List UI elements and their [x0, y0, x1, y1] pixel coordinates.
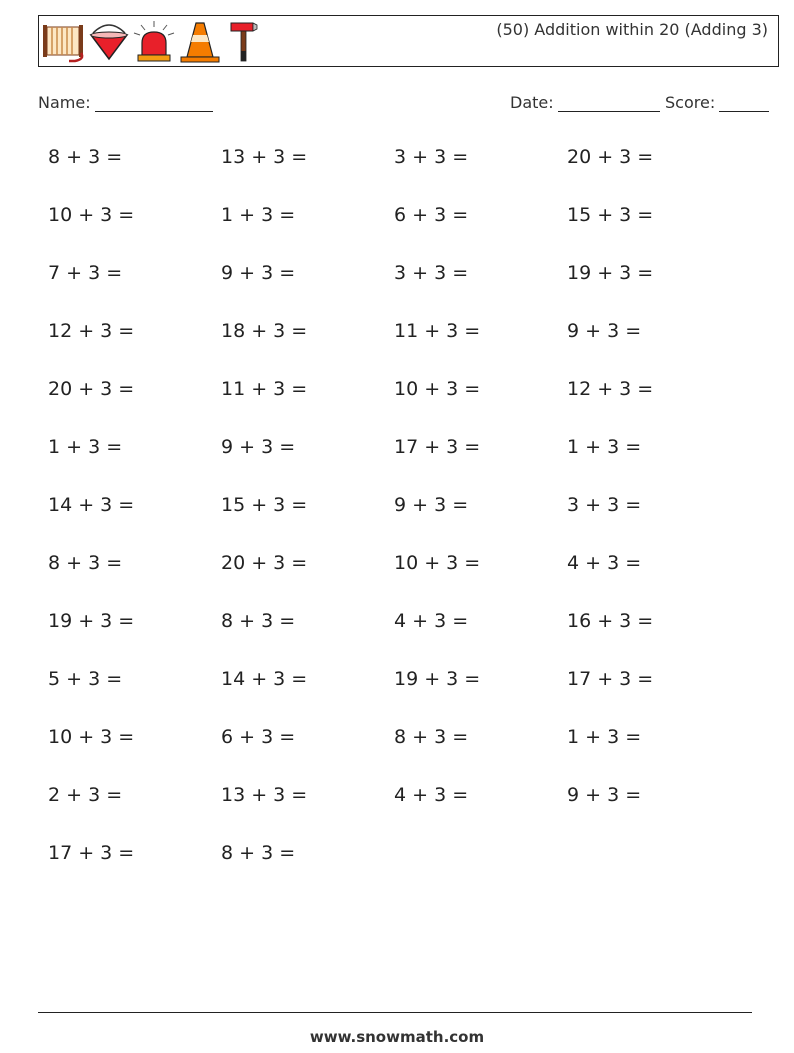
problem-row: [48, 842, 748, 900]
traffic-cone-icon: [177, 19, 223, 63]
problem-row: [48, 610, 748, 668]
score-label: Score:: [665, 93, 716, 112]
problem-row: [48, 146, 748, 204]
problem-item: 17 + 3 =: [567, 668, 654, 690]
problem-item: 15 + 3 =: [221, 494, 308, 516]
problem-item: 7 + 3 =: [48, 262, 123, 284]
fire-hose-reel-icon: [41, 19, 87, 63]
problem-item: 13 + 3 =: [221, 784, 308, 806]
problem-item: 15 + 3 =: [567, 204, 654, 226]
name-blank[interactable]: [95, 95, 213, 112]
problem-item: 1 + 3 =: [48, 436, 123, 458]
siren-light-icon: [131, 19, 177, 63]
problem-item: 3 + 3 =: [394, 146, 469, 168]
fire-bucket-icon: [87, 19, 131, 63]
date-field[interactable]: [510, 93, 660, 112]
problem-item: 4 + 3 =: [567, 552, 642, 574]
problem-item: 8 + 3 =: [221, 610, 296, 632]
problem-item: 19 + 3 =: [394, 668, 481, 690]
problem-item: 1 + 3 =: [567, 726, 642, 748]
problem-row: [48, 204, 748, 262]
problem-item: 17 + 3 =: [48, 842, 135, 864]
name-field[interactable]: [38, 93, 213, 112]
worksheet-header: [38, 15, 779, 67]
problem-item: 10 + 3 =: [48, 204, 135, 226]
problem-item: 9 + 3 =: [567, 784, 642, 806]
problem-item: 9 + 3 =: [221, 262, 296, 284]
problem-item: 10 + 3 =: [394, 378, 481, 400]
problem-item: 20 + 3 =: [567, 146, 654, 168]
score-field[interactable]: [665, 93, 769, 112]
problem-row: [48, 726, 748, 784]
problem-item: 19 + 3 =: [48, 610, 135, 632]
problem-item: 12 + 3 =: [567, 378, 654, 400]
name-label: Name:: [38, 93, 91, 112]
problem-item: 18 + 3 =: [221, 320, 308, 342]
problem-item: 2 + 3 =: [48, 784, 123, 806]
problem-item: 9 + 3 =: [221, 436, 296, 458]
problem-row: [48, 494, 748, 552]
problem-item: 16 + 3 =: [567, 610, 654, 632]
problem-item: 1 + 3 =: [221, 204, 296, 226]
problem-item: 12 + 3 =: [48, 320, 135, 342]
problem-item: 19 + 3 =: [567, 262, 654, 284]
score-blank[interactable]: [719, 95, 769, 112]
problem-item: 4 + 3 =: [394, 610, 469, 632]
footer-website[interactable]: www.snowmath.com: [309, 1028, 485, 1046]
problem-item: 8 + 3 =: [394, 726, 469, 748]
problem-item: 3 + 3 =: [567, 494, 642, 516]
problem-item: 9 + 3 =: [394, 494, 469, 516]
problem-item: 20 + 3 =: [48, 378, 135, 400]
problem-item: 3 + 3 =: [394, 262, 469, 284]
problem-row: [48, 552, 748, 610]
problem-item: 8 + 3 =: [48, 146, 123, 168]
problem-item: 8 + 3 =: [221, 842, 296, 864]
problem-grid: [48, 146, 748, 900]
problem-item: 6 + 3 =: [394, 204, 469, 226]
problem-item: 6 + 3 =: [221, 726, 296, 748]
problem-item: 10 + 3 =: [394, 552, 481, 574]
problem-item: 8 + 3 =: [48, 552, 123, 574]
date-blank[interactable]: [558, 95, 660, 112]
problem-item: 9 + 3 =: [567, 320, 642, 342]
footer-divider: [38, 1012, 752, 1013]
problem-item: 13 + 3 =: [221, 146, 308, 168]
problem-row: [48, 378, 748, 436]
problem-row: [48, 668, 748, 726]
problem-row: [48, 436, 748, 494]
worksheet-title: (50) Addition within 20 (Adding 3): [496, 20, 768, 39]
date-label: Date:: [510, 93, 554, 112]
problem-item: 20 + 3 =: [221, 552, 308, 574]
problem-item: 11 + 3 =: [221, 378, 308, 400]
problem-item: 11 + 3 =: [394, 320, 481, 342]
problem-item: 5 + 3 =: [48, 668, 123, 690]
problem-item: 1 + 3 =: [567, 436, 642, 458]
problem-row: [48, 320, 748, 378]
problem-item: 4 + 3 =: [394, 784, 469, 806]
problem-item: 14 + 3 =: [48, 494, 135, 516]
problem-item: 14 + 3 =: [221, 668, 308, 690]
header-icons: [41, 18, 263, 64]
problem-row: [48, 262, 748, 320]
fire-axe-icon: [223, 19, 263, 63]
problem-item: 10 + 3 =: [48, 726, 135, 748]
problem-row: [48, 784, 748, 842]
problem-item: 17 + 3 =: [394, 436, 481, 458]
